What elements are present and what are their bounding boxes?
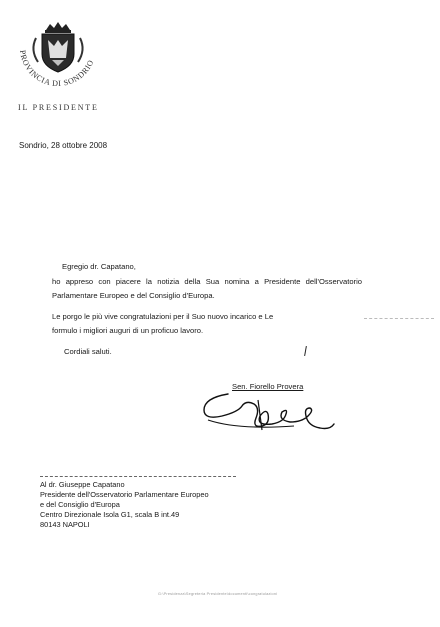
paragraph-congratulations	[52, 310, 364, 338]
recipient-address	[40, 480, 209, 530]
signer-name: Sen. Fiorello Provera	[232, 382, 304, 391]
closing: Cordiali saluti.	[64, 347, 112, 356]
seal-text: PROVINCIA DI SONDRIO	[18, 49, 96, 89]
footer-file-path: G:\Presidenza\Segreteria Presidente\documenti\congratulazioni	[158, 592, 278, 596]
paragraph-line: Le porgo le più vive congratulazioni per il Suo nuovo incarico e Le	[52, 312, 274, 321]
province-seal	[12, 18, 102, 100]
scan-artifact-line	[364, 318, 434, 319]
paragraph-line: formulo i migliori auguri di un proficuo lavoro.	[52, 326, 204, 335]
letterhead-role: IL PRESIDENTE	[18, 103, 99, 112]
address-line: Centro Direzionale Isola G1, scala B int.49	[40, 510, 180, 519]
address-line: e del Consiglio d'Europa	[40, 500, 120, 509]
pen-mark	[304, 346, 307, 356]
address-line: 80143 NAPOLI	[40, 520, 90, 529]
coat-of-arms-icon	[33, 22, 82, 72]
paragraph-appointment: ho appreso con piacere la notizia della Sua nomina a Presidente dell'Osservatorio Parlamentare Europeo e del Consiglio d'Europa.	[52, 277, 362, 300]
address-line: Presidente dell'Osservatorio Parlamentare Europeo	[40, 490, 209, 499]
handwritten-signature	[198, 386, 338, 438]
letter-date: Sondrio, 28 ottobre 2008	[19, 141, 108, 150]
address-divider	[40, 476, 236, 477]
address-line: Al dr. Giuseppe Capatano	[40, 480, 125, 489]
salutation: Egregio dr. Capatano,	[62, 262, 136, 271]
